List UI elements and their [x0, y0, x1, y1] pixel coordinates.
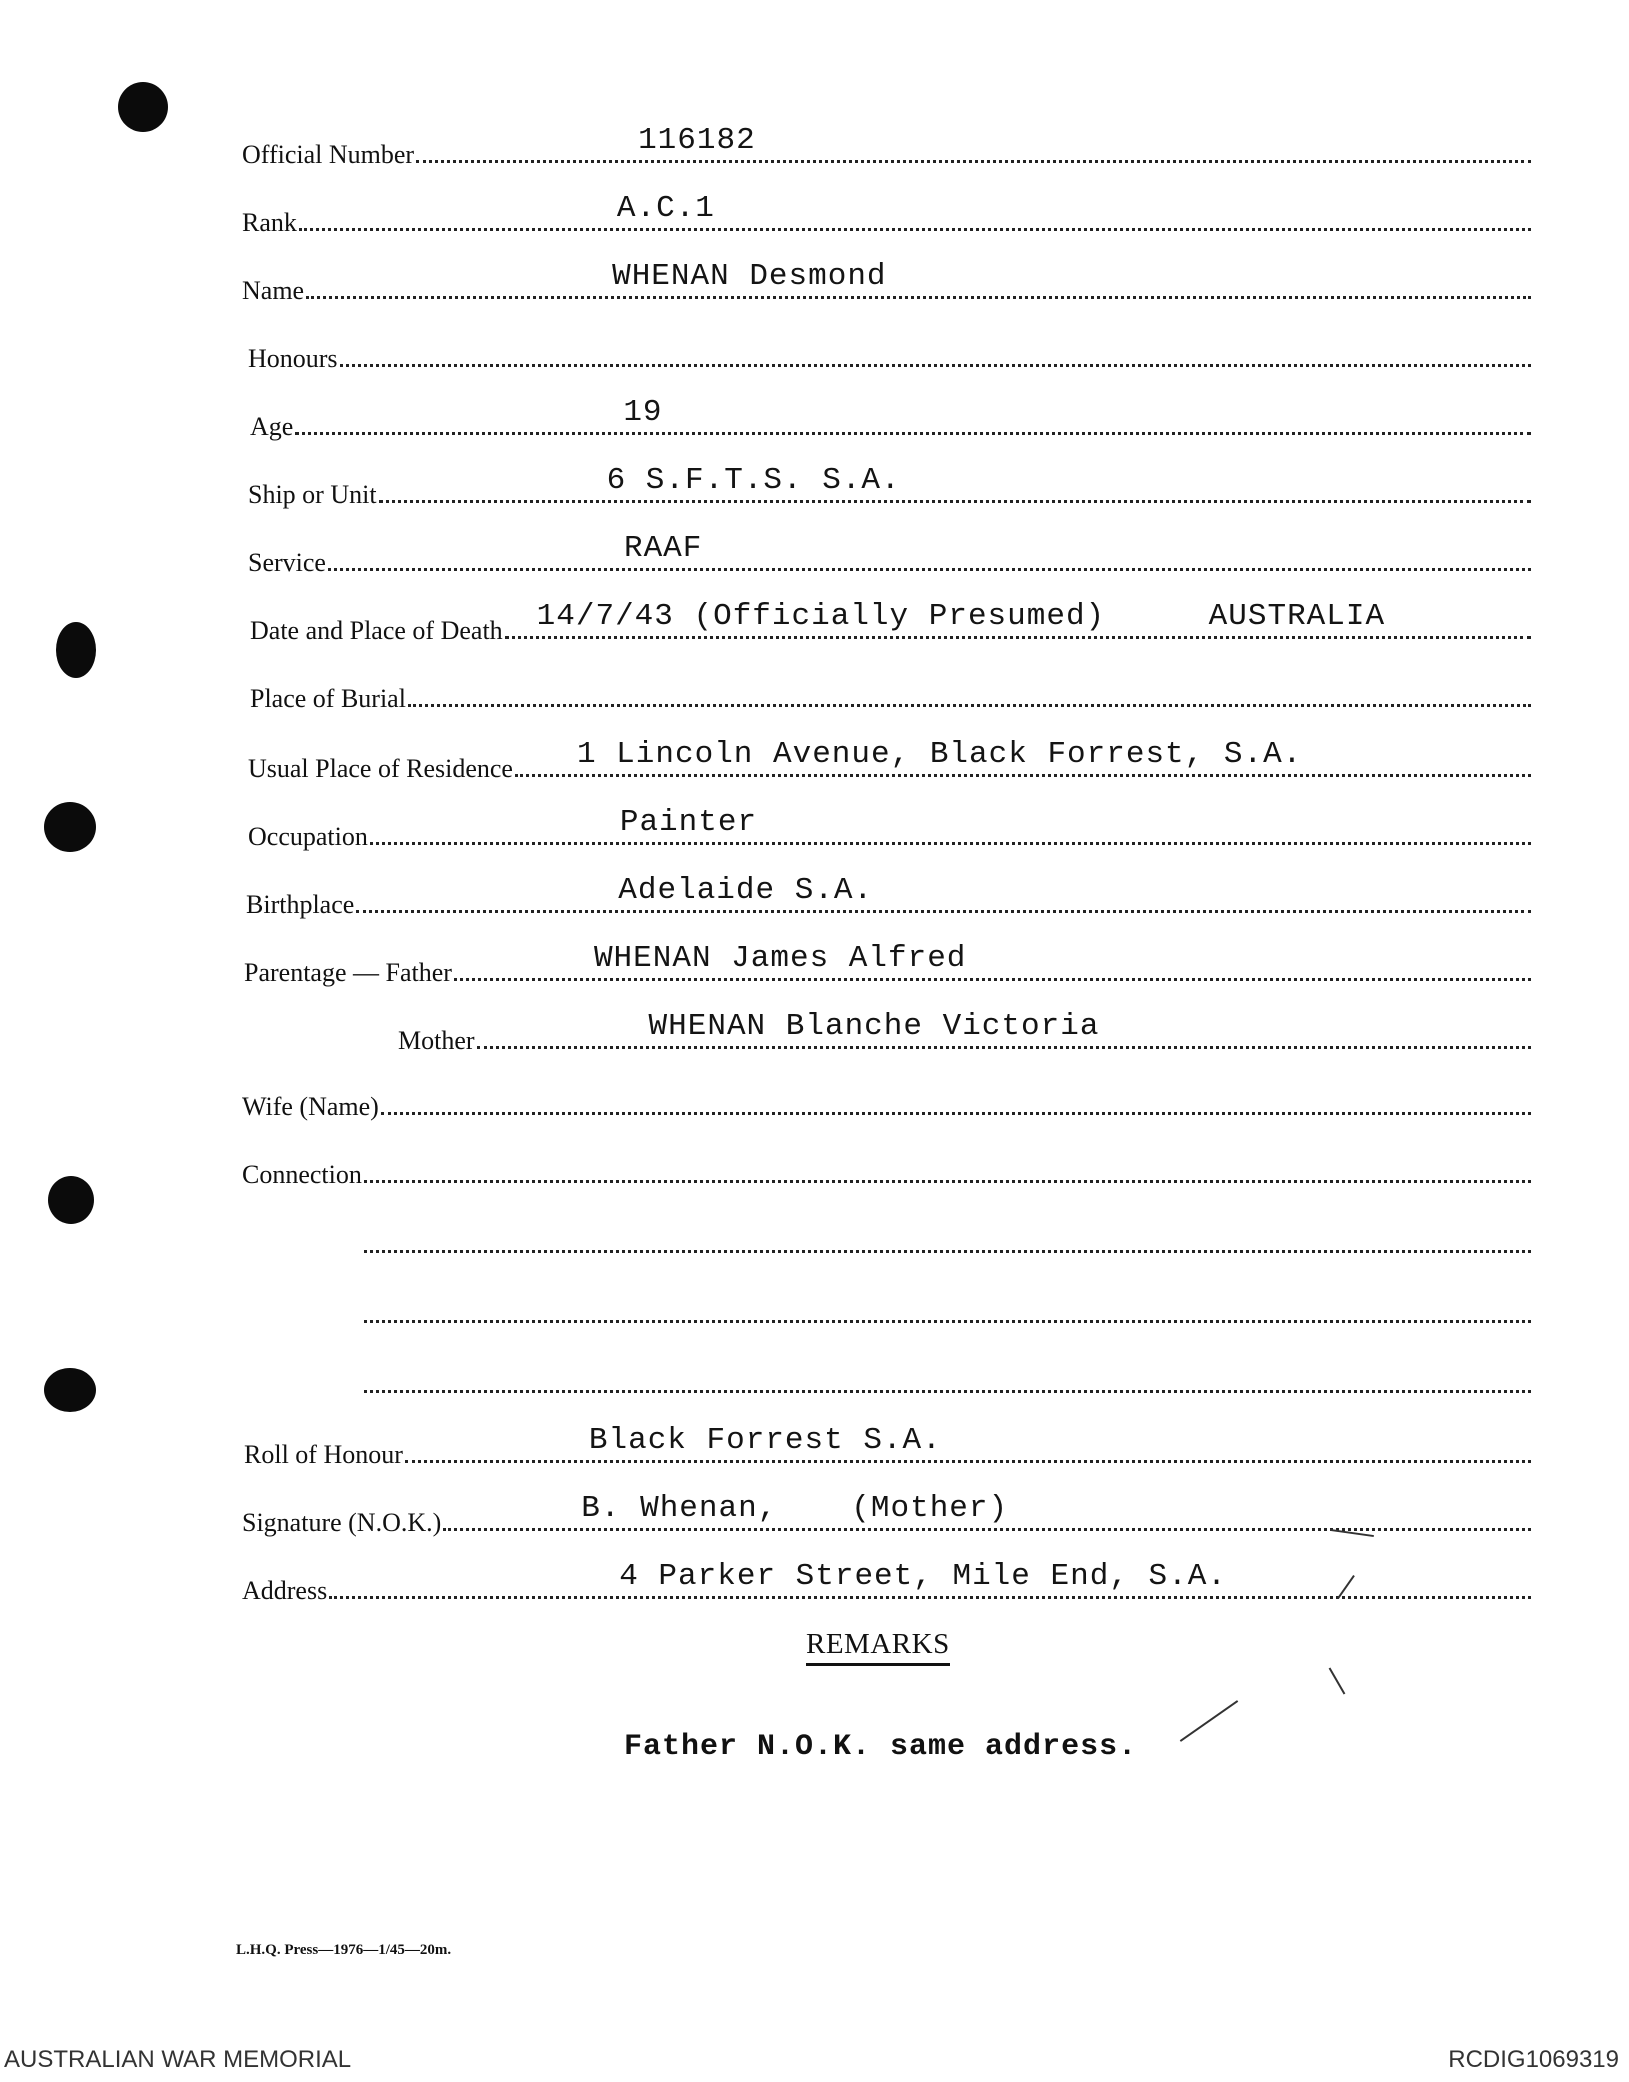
field-value-place: AUSTRALIA — [1208, 599, 1386, 634]
field-label: Date and Place of Death — [250, 616, 503, 645]
field-address — [242, 1559, 1531, 1606]
field-label: Connection — [242, 1160, 362, 1189]
field-line — [356, 873, 1531, 913]
remarks-heading: REMARKS — [806, 1628, 950, 1666]
field-value: WHENAN Blanche Victoria — [648, 1009, 1100, 1044]
field-label: Birthplace — [246, 890, 355, 919]
field-label: Service — [248, 548, 326, 577]
field-value: 14/7/43 (Officially Presumed) — [536, 599, 1106, 634]
field-value-relation: (Mother) — [851, 1491, 1009, 1526]
punch-hole — [44, 1368, 96, 1412]
field-value: 1 Lincoln Avenue, Black Forrest, S.A. — [576, 737, 1303, 772]
field-line — [340, 330, 1531, 367]
field-label: Mother — [398, 1026, 475, 1055]
field-label: Parentage — Father — [244, 958, 452, 987]
connection-continuation-line — [362, 1216, 1531, 1260]
field-line — [408, 670, 1531, 707]
connection-continuation-line — [362, 1286, 1531, 1330]
field-line — [515, 737, 1531, 777]
field-value: 4 Parker Street, Mile End, S.A. — [619, 1559, 1227, 1594]
field-line — [477, 1009, 1531, 1049]
field-label: Age — [250, 412, 294, 441]
field-value: 116182 — [638, 123, 756, 158]
field-rank — [242, 191, 1531, 238]
punch-hole — [44, 802, 96, 852]
field-line — [454, 941, 1531, 981]
field-label: Ship or Unit — [248, 480, 377, 509]
field-ship-or-unit — [248, 463, 1531, 510]
footer-archive-name: AUSTRALIAN WAR MEMORIAL — [4, 2046, 352, 2073]
field-line — [364, 1216, 1531, 1253]
field-line — [405, 1423, 1531, 1463]
field-label: Honours — [248, 344, 338, 373]
punch-hole — [48, 1176, 94, 1224]
field-value: Adelaide S.A. — [618, 873, 874, 908]
punch-hole — [56, 622, 96, 678]
field-line — [364, 1146, 1531, 1183]
field-value: B. Whenan, — [581, 1491, 778, 1526]
field-wife-name — [242, 1078, 1531, 1122]
field-line — [295, 395, 1531, 435]
field-value: 6 S.F.T.S. S.A. — [606, 463, 901, 498]
pencil-mark — [1329, 1668, 1346, 1695]
field-line — [364, 1286, 1531, 1323]
press-mark: L.H.Q. Press—1976—1/45—20m. — [236, 1942, 452, 1958]
field-label: Address — [242, 1576, 328, 1605]
field-age — [250, 395, 1531, 442]
field-label: Place of Burial — [250, 684, 406, 713]
field-honours — [248, 330, 1531, 374]
field-label: Usual Place of Residence — [248, 754, 513, 783]
remarks-text: Father N.O.K. same address. — [624, 1730, 1138, 1764]
field-line — [364, 1356, 1531, 1393]
field-label: Official Number — [242, 140, 415, 169]
field-roll-of-honour — [244, 1423, 1531, 1470]
footer-record-id: RCDIG1069319 — [1448, 2046, 1619, 2073]
field-line — [443, 1491, 1531, 1531]
field-label: Name — [242, 276, 305, 305]
field-line — [306, 259, 1531, 299]
field-connection — [242, 1146, 1531, 1190]
connection-continuation-line — [362, 1356, 1531, 1400]
field-value: Painter — [619, 805, 758, 840]
pencil-mark — [1180, 1700, 1238, 1742]
field-line — [379, 463, 1531, 503]
field-value: 19 — [623, 395, 663, 430]
field-value: Black Forrest S.A. — [588, 1423, 942, 1458]
field-official-number — [242, 123, 1531, 170]
field-label: Signature (N.O.K.) — [242, 1508, 442, 1537]
field-parentage-father — [244, 941, 1531, 988]
field-label: Occupation — [248, 822, 368, 851]
field-date-place-of-death — [250, 599, 1531, 646]
field-value: WHENAN Desmond — [612, 259, 887, 294]
field-line — [381, 1078, 1531, 1115]
field-name — [242, 259, 1531, 306]
field-label: Rank — [242, 208, 297, 237]
field-birthplace — [246, 873, 1531, 920]
field-value: RAAF — [623, 531, 703, 566]
field-parentage-mother — [398, 1009, 1531, 1056]
punch-hole — [118, 82, 168, 132]
field-line — [370, 805, 1531, 845]
field-line — [328, 531, 1531, 571]
field-place-of-burial — [250, 670, 1531, 714]
field-occupation — [248, 805, 1531, 852]
field-line — [505, 599, 1531, 639]
field-value: WHENAN James Alfred — [593, 941, 967, 976]
field-value: A.C.1 — [616, 191, 715, 226]
field-line — [416, 123, 1531, 163]
field-service — [248, 531, 1531, 578]
field-line — [299, 191, 1531, 231]
field-usual-residence — [248, 737, 1531, 784]
field-label: Roll of Honour — [244, 1440, 403, 1469]
field-label: Wife (Name) — [242, 1092, 379, 1121]
